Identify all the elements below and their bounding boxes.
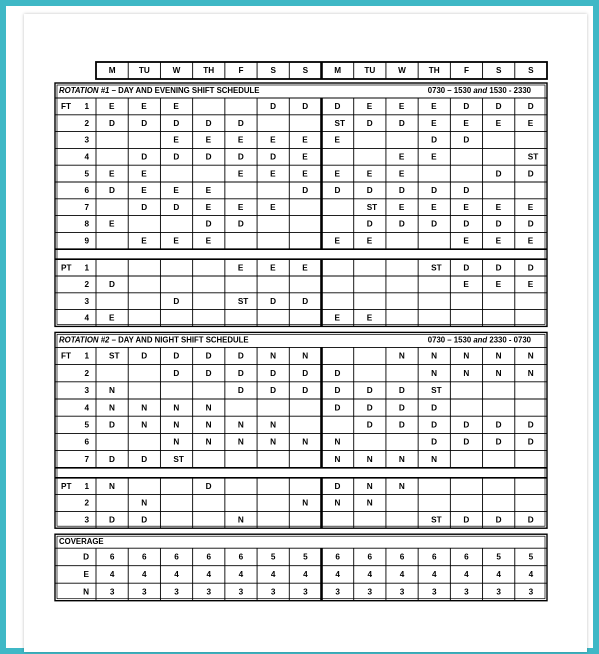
coverage-count: 3 [270, 587, 276, 597]
shift-code: D [431, 403, 438, 413]
shift-code: E [205, 236, 212, 246]
shift-code: E [237, 263, 244, 273]
coverage-count: 3 [142, 587, 147, 597]
row-number: 1 [84, 481, 89, 491]
shift-code: ST [527, 152, 539, 162]
shift-code: D [431, 135, 438, 145]
shift-code: D [527, 263, 534, 273]
shift-code: N [173, 420, 180, 430]
coverage-count: 4 [238, 570, 244, 580]
shift-code: D [237, 368, 244, 378]
coverage-count: 6 [142, 552, 147, 562]
shift-code: E [463, 280, 469, 290]
shift-code: ST [431, 386, 442, 396]
shift-code: D [463, 515, 470, 525]
coverage-count: 5 [496, 552, 501, 562]
coverage-frame [55, 534, 547, 601]
coverage-count: 6 [109, 552, 115, 562]
coverage-count: 6 [367, 552, 373, 562]
shift-code: E [141, 102, 147, 112]
shift-code: E [109, 313, 115, 323]
shift-code: D [302, 368, 309, 378]
day-header-label: M [108, 66, 116, 76]
coverage-count: 3 [238, 587, 244, 597]
shift-code: D [141, 202, 148, 212]
shift-code: E [173, 102, 179, 112]
shift-code: N [173, 403, 180, 413]
shift-code: D [463, 420, 470, 430]
shift-code: E [173, 236, 179, 246]
shift-code: E [527, 118, 534, 128]
shift-code: D [495, 437, 502, 447]
shift-code: D [109, 420, 115, 430]
shift-code: D [463, 437, 470, 447]
shift-code: N [463, 368, 470, 378]
shift-code: E [205, 135, 212, 145]
coverage-count: 4 [528, 570, 534, 580]
shift-code: E [366, 236, 373, 246]
shift-code: N [173, 437, 180, 447]
coverage-count: 3 [496, 587, 501, 597]
shift-code: E [237, 135, 244, 145]
shift-code: D [431, 420, 438, 430]
shift-code: D [463, 263, 470, 273]
shift-code: E [495, 236, 502, 246]
coverage-count: 5 [303, 552, 308, 562]
shift-code: E [334, 135, 340, 145]
shift-code: D [431, 437, 438, 447]
day-header-label: S [528, 66, 534, 76]
shift-code: N [237, 515, 244, 525]
shift-code: N [495, 368, 502, 378]
shift-code: N [334, 498, 341, 508]
shift-code: E [366, 102, 373, 112]
shift-code: D [527, 219, 534, 229]
rotation1-frame-inner [57, 85, 545, 324]
coverage-count: 6 [399, 552, 405, 562]
shift-code: N [302, 437, 309, 447]
coverage-count: 3 [528, 587, 534, 597]
shift-code: E [527, 280, 534, 290]
shift-code: D [205, 368, 212, 378]
shift-code: E [463, 118, 469, 128]
day-header-label: S [270, 66, 276, 76]
coverage-count: 6 [238, 552, 244, 562]
shift-code: ST [431, 515, 442, 525]
shift-code: D [334, 386, 341, 396]
shift-code: ST [237, 296, 249, 306]
day-header-label: TH [428, 66, 440, 76]
shift-code: D [366, 118, 373, 128]
day-header-label: M [334, 66, 342, 76]
shift-code: D [398, 219, 405, 229]
shift-code: D [109, 186, 115, 196]
shift-code: D [527, 437, 534, 447]
row-number: 2 [84, 280, 89, 290]
shift-code: D [495, 420, 502, 430]
coverage-count: 3 [431, 587, 437, 597]
shift-code: D [109, 454, 115, 464]
shift-code: E [527, 236, 534, 246]
shift-code: D [270, 296, 276, 306]
shift-code: D [205, 351, 212, 361]
shift-code: E [366, 313, 373, 323]
shift-code: N [109, 481, 115, 491]
shift-code: D [141, 454, 148, 464]
row-number: 5 [84, 420, 89, 430]
shift-code: D [302, 386, 309, 396]
shift-code: E [270, 135, 276, 145]
coverage-count: 4 [431, 570, 437, 580]
shift-code: D [109, 280, 115, 290]
shift-code: D [527, 102, 534, 112]
shift-code: D [205, 219, 212, 229]
shift-code: N [270, 437, 276, 447]
shift-code: D [205, 481, 212, 491]
coverage-count: 3 [109, 587, 115, 597]
shift-code: D [527, 420, 534, 430]
day-header-label: TU [138, 66, 150, 76]
shift-code: D [463, 219, 470, 229]
shift-code: D [141, 515, 148, 525]
shift-code: D [237, 351, 244, 361]
coverage-count: 3 [399, 587, 405, 597]
coverage-shift-label: E [83, 570, 89, 580]
coverage-count: 3 [335, 587, 340, 597]
shift-code: D [205, 152, 212, 162]
coverage-shift-label: N [83, 587, 89, 597]
row-number: 6 [84, 437, 89, 447]
shift-code: E [334, 313, 340, 323]
shift-code: D [141, 118, 148, 128]
shift-code: D [141, 152, 148, 162]
shift-code: D [463, 135, 470, 145]
coverage-count: 6 [206, 552, 212, 562]
shift-code: D [366, 186, 373, 196]
day-header-label: S [302, 66, 309, 76]
shift-code: D [302, 102, 309, 112]
coverage-count: 6 [335, 552, 340, 562]
shift-code: ST [109, 351, 120, 361]
shift-code: D [173, 351, 180, 361]
coverage-frame-inner [57, 536, 545, 599]
shift-code: D [334, 102, 341, 112]
shift-code: D [109, 118, 115, 128]
shift-code: E [398, 202, 405, 212]
row-number: 3 [84, 386, 89, 396]
rotation2-frame [55, 332, 547, 528]
shift-code: ST [173, 454, 184, 464]
shift-code: D [495, 263, 502, 273]
row-number: 9 [84, 236, 89, 246]
shift-code: E [495, 118, 502, 128]
row-number: 1 [84, 263, 89, 273]
shift-code: E [527, 202, 534, 212]
shift-code: D [495, 102, 502, 112]
shift-code: N [366, 454, 373, 464]
shift-code: N [431, 454, 438, 464]
day-header-label: TU [364, 66, 376, 76]
shift-code: D [173, 296, 180, 306]
row-number: 4 [84, 313, 89, 323]
shift-code: N [527, 368, 534, 378]
shift-code: D [334, 368, 341, 378]
shift-code: N [302, 351, 309, 361]
shift-code: E [431, 202, 437, 212]
coverage-count: 4 [335, 570, 340, 580]
shift-code: E [302, 169, 308, 179]
shift-code: N [237, 437, 244, 447]
shift-code: E [431, 102, 437, 112]
shift-code: D [270, 152, 276, 162]
shift-code: D [398, 118, 405, 128]
group-label: PT [61, 481, 72, 491]
coverage-count: 6 [431, 552, 437, 562]
coverage-count: 3 [174, 587, 179, 597]
shift-code: N [270, 351, 276, 361]
shift-code: D [366, 219, 373, 229]
shift-code: E [398, 169, 405, 179]
shift-code: E [109, 169, 115, 179]
coverage-count: 6 [174, 552, 179, 562]
shift-code: N [495, 351, 502, 361]
shift-code: D [527, 169, 534, 179]
shift-code: E [302, 263, 308, 273]
shift-code: D [270, 368, 276, 378]
day-header-label: W [172, 66, 181, 76]
shift-code: D [302, 186, 309, 196]
row-number: 3 [84, 515, 89, 525]
shift-code: E [463, 236, 469, 246]
shift-code: D [495, 515, 502, 525]
shift-code: N [398, 351, 405, 361]
shift-code: E [334, 169, 340, 179]
day-header-label: F [463, 66, 469, 76]
shift-code: D [398, 386, 405, 396]
shift-code: N [205, 437, 212, 447]
shift-code: N [109, 403, 115, 413]
shift-code: N [398, 454, 405, 464]
coverage-shift-label: D [83, 552, 89, 562]
rotation2-hours: 0730 – 1530 and 2330 - 0730 [427, 335, 531, 345]
shift-code: N [334, 437, 341, 447]
rotation1-frame [55, 83, 547, 326]
rotation2-title: ROTATION #2 – DAY AND NIGHT SHIFT SCHEDULE [59, 335, 249, 345]
shift-code: E [205, 186, 212, 196]
shift-code: D [495, 169, 502, 179]
coverage-count: 5 [270, 552, 276, 562]
shift-code: E [109, 102, 115, 112]
shift-code: D [270, 102, 276, 112]
rotation1-hours: 0730 – 1530 and 1530 - 2330 [427, 86, 531, 96]
row-number: 5 [84, 169, 89, 179]
shift-code: E [141, 236, 147, 246]
shift-code: N [398, 481, 405, 491]
shift-code: N [109, 386, 115, 396]
shift-code: E [270, 263, 276, 273]
group-label: FT [61, 351, 72, 361]
shift-code: N [366, 481, 373, 491]
shift-code: D [398, 186, 405, 196]
shift-code: N [270, 420, 276, 430]
shift-code: D [398, 403, 405, 413]
shift-code: D [237, 118, 244, 128]
shift-code: D [366, 420, 373, 430]
shift-code: N [205, 403, 212, 413]
day-header-label: W [398, 66, 406, 76]
coverage-count: 4 [367, 570, 373, 580]
coverage-count: 3 [367, 587, 373, 597]
coverage-count: 3 [303, 587, 308, 597]
shift-code: E [173, 135, 179, 145]
shift-code: D [398, 420, 405, 430]
shift-code: D [431, 219, 438, 229]
group-label: FT [61, 102, 72, 112]
day-header-label: S [495, 66, 502, 76]
shift-code: N [463, 351, 470, 361]
row-number: 8 [84, 219, 89, 229]
row-number: 7 [84, 202, 89, 212]
shift-code: E [495, 280, 502, 290]
shift-code: E [141, 169, 147, 179]
rotation1-title: ROTATION #1 – DAY AND EVENING SHIFT SCHEDULE [59, 86, 260, 96]
shift-code: E [141, 186, 147, 196]
shift-code: E [109, 219, 115, 229]
shift-code: D [205, 118, 212, 128]
row-number: 3 [84, 296, 89, 306]
shift-code: E [173, 186, 179, 196]
shift-code: D [237, 152, 244, 162]
shift-code: D [463, 186, 470, 196]
shift-code: E [431, 152, 437, 162]
row-number: 4 [84, 403, 89, 413]
row-number: 2 [84, 498, 89, 508]
rotation2-frame-inner [57, 334, 545, 526]
shift-code: N [302, 498, 309, 508]
shift-code: E [205, 202, 212, 212]
shift-code: E [302, 152, 308, 162]
coverage-count: 3 [464, 587, 469, 597]
coverage-title: COVERAGE [59, 536, 104, 546]
shift-code: D [495, 219, 502, 229]
shift-code: N [366, 498, 373, 508]
coverage-count: 4 [206, 570, 212, 580]
shift-code: D [270, 386, 276, 396]
shift-code: E [334, 236, 340, 246]
shift-code: ST [334, 118, 345, 128]
shift-code: E [431, 118, 437, 128]
coverage-count: 4 [496, 570, 501, 580]
day-header-label: TH [203, 66, 215, 76]
shift-code: D [431, 186, 438, 196]
shift-code: E [302, 135, 308, 145]
shift-code: D [237, 386, 244, 396]
row-number: 2 [84, 118, 89, 128]
shift-code: N [141, 420, 148, 430]
shift-code: D [109, 515, 115, 525]
shift-code: E [366, 169, 373, 179]
shift-code: D [173, 118, 180, 128]
group-label: PT [61, 263, 72, 273]
shift-code: D [173, 152, 180, 162]
coverage-count: 3 [206, 587, 212, 597]
shift-code: D [334, 186, 341, 196]
shift-code: E [398, 152, 405, 162]
row-number: 7 [84, 454, 89, 464]
coverage-count: 4 [464, 570, 469, 580]
shift-code: D [527, 515, 534, 525]
shift-code: E [237, 202, 244, 212]
row-number: 2 [84, 368, 89, 378]
shift-code: N [141, 498, 148, 508]
coverage-count: 4 [174, 570, 179, 580]
shift-code: N [334, 454, 341, 464]
row-number: 6 [84, 186, 89, 196]
shift-code: N [237, 420, 244, 430]
shift-code: D [141, 351, 148, 361]
shift-code: E [270, 202, 276, 212]
shift-code: ST [431, 263, 442, 273]
shift-code: D [302, 296, 309, 306]
row-number: 1 [84, 351, 89, 361]
shift-code: E [270, 169, 276, 179]
shift-code: N [527, 351, 534, 361]
shift-code: D [173, 202, 180, 212]
shift-code: N [431, 351, 438, 361]
shift-code: E [463, 202, 469, 212]
day-header-label: F [238, 66, 244, 76]
shift-code: D [366, 403, 373, 413]
row-number: 4 [84, 152, 89, 162]
shift-code: N [205, 420, 212, 430]
coverage-count: 4 [142, 570, 147, 580]
shift-code: D [366, 386, 373, 396]
shift-code: D [237, 219, 244, 229]
shift-code: N [141, 403, 148, 413]
row-number: 3 [84, 135, 89, 145]
shift-code: D [463, 102, 470, 112]
coverage-count: 5 [528, 552, 534, 562]
coverage-count: 6 [464, 552, 469, 562]
shift-code: E [237, 169, 244, 179]
shift-code: N [431, 368, 438, 378]
coverage-count: 4 [303, 570, 308, 580]
shift-code: D [173, 368, 180, 378]
row-number: 1 [84, 102, 89, 112]
coverage-count: 4 [109, 570, 115, 580]
coverage-count: 4 [399, 570, 405, 580]
coverage-count: 4 [270, 570, 276, 580]
shift-code: D [334, 403, 341, 413]
shift-code: E [398, 102, 405, 112]
shift-code: ST [366, 202, 378, 212]
shift-code: E [495, 202, 502, 212]
shift-code: D [334, 481, 341, 491]
